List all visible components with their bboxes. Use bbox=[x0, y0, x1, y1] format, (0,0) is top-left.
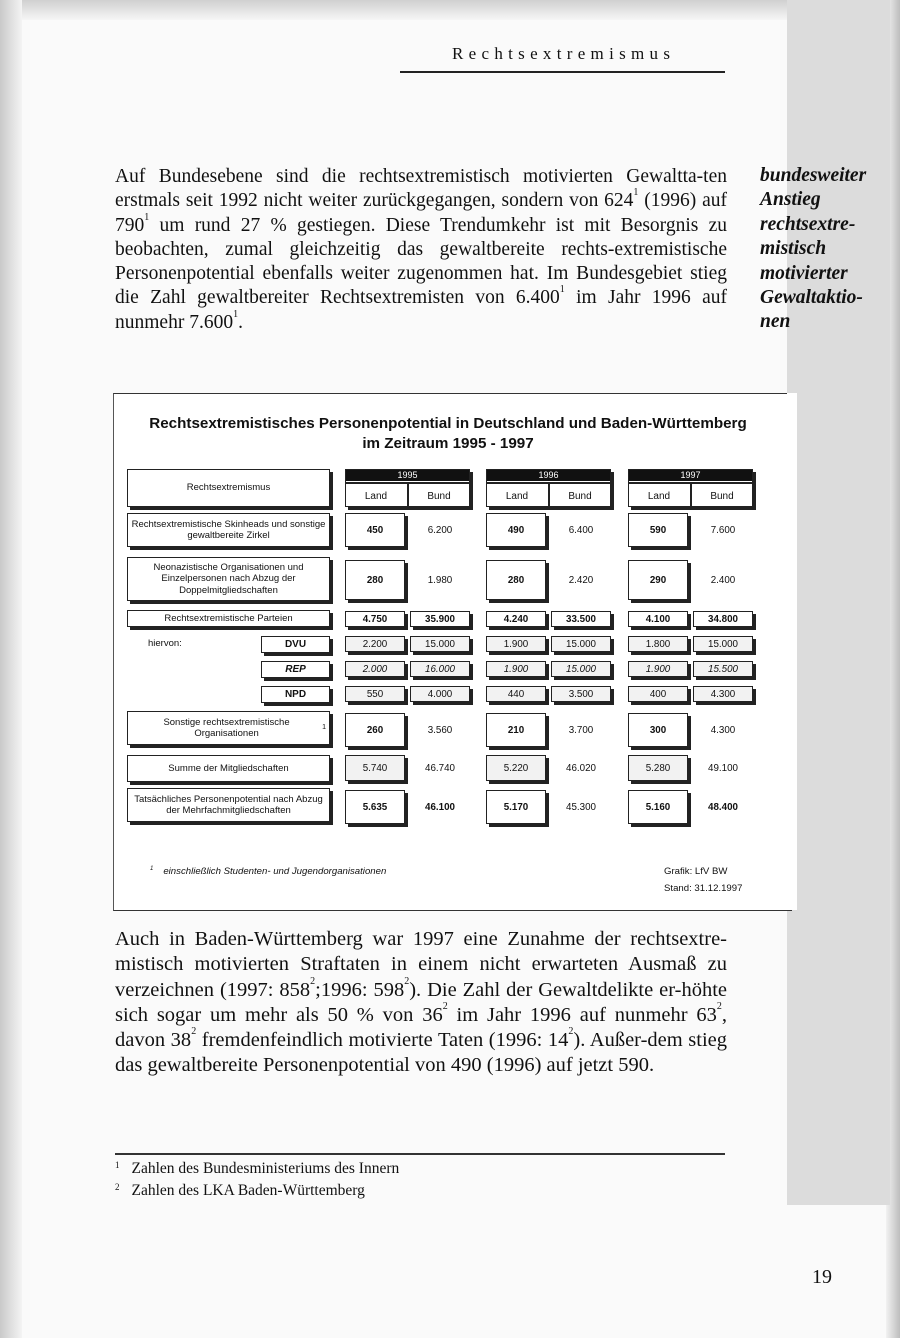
row-label-sonstige bbox=[131, 711, 326, 745]
value-cell: 15.000 bbox=[425, 638, 455, 650]
party-label-dvu: DVU bbox=[284, 638, 307, 650]
year-divider bbox=[629, 482, 752, 484]
value-cell: 280 bbox=[366, 574, 384, 586]
value-cell: 1.900 bbox=[645, 663, 671, 675]
chart-frame-edge bbox=[787, 393, 797, 910]
value-cell: 15.000 bbox=[566, 638, 596, 650]
paragraph-intro: Auf Bundesebene sind die rechtsextremistisch motivierten Gewaltta-ten erstmals seit 1992 nicht weiter zurückgegangen, sondern von $624^1$ (1996) auf $790^1$ um rund 27 % gestiegen. Diese Trendumkehr ist mit Besorgnis zu beobachten, zumal gleichzeitig das gewaltbereite rechts-extremistische Personenpotential ebenfalls weiter zugenommen hat. Im Bundesgebiet stieg die Zahl gewaltbereiter Rechtsextremisten von 6.400$^1$ im Jahr 1996 auf nunmehr 7.600$^1$. bbox=[115, 166, 727, 333]
value-cell: 4.300 bbox=[710, 724, 736, 736]
footnote-mark: 2 bbox=[115, 1182, 120, 1192]
value-cell: 450 bbox=[366, 524, 384, 536]
margin-note-line: rechtsextre- bbox=[760, 213, 856, 235]
value-cell: 7.600 bbox=[710, 524, 736, 536]
page-number: 19 bbox=[812, 1266, 832, 1288]
value-cell: 35.900 bbox=[425, 613, 455, 625]
value-cell: 3.700 bbox=[568, 724, 594, 736]
value-cell: 490 bbox=[507, 524, 525, 536]
col-bund-label: Bund bbox=[427, 490, 451, 502]
value-cell: 15.000 bbox=[708, 638, 738, 650]
row-label-neonazi: Neonazistische Organisationen und Einzelpersonen nach Abzug der Doppelmitgliedschaften bbox=[153, 561, 304, 596]
header-rule bbox=[400, 71, 725, 73]
value-cell: 1.900 bbox=[503, 638, 529, 650]
value-cell: 5.635 bbox=[362, 801, 388, 813]
party-label-npd: NPD bbox=[284, 688, 307, 700]
value-cell: 5.160 bbox=[645, 801, 671, 813]
value-cell: 4.750 bbox=[362, 613, 388, 625]
value-cell: 4.000 bbox=[427, 688, 453, 700]
hiervon-label: hiervon: bbox=[148, 638, 182, 650]
value-cell: 2.420 bbox=[568, 574, 594, 586]
header-label: Rechtsextremismus bbox=[186, 482, 271, 494]
page-top-edge bbox=[0, 0, 900, 20]
year-divider bbox=[487, 482, 610, 484]
chart-footnote bbox=[150, 866, 386, 877]
year-divider bbox=[690, 482, 692, 506]
value-cell: 4.300 bbox=[710, 688, 736, 700]
value-cell: 1.800 bbox=[645, 638, 671, 650]
margin-note-line: Gewaltaktio- bbox=[760, 287, 863, 309]
year-label: 1997 bbox=[629, 470, 752, 481]
year-divider bbox=[407, 482, 409, 506]
value-cell: 210 bbox=[507, 724, 525, 736]
chart-date: Stand: 31.12.1997 bbox=[664, 883, 743, 894]
value-cell: 16.000 bbox=[425, 663, 455, 675]
value-cell: 440 bbox=[507, 688, 525, 700]
row-label-sup: 1 bbox=[322, 724, 326, 732]
margin-note-line: Anstieg bbox=[760, 189, 821, 211]
chart-title-line1: Rechtsextremistisches Personenpotential in Deutschland und Baden-Württemberg bbox=[149, 415, 747, 432]
value-cell: 48.400 bbox=[708, 801, 738, 813]
margin-note-line: mistisch bbox=[760, 238, 827, 260]
margin-note bbox=[760, 164, 900, 335]
paragraph-bw: Auch in Baden-Württemberg war 1997 eine Zunahme der rechtsextre-mistisch motivierten Straftaten in einem nicht erwarteten Ausmaß zu verzeichnen (1997: $858^2;1996$: $598^2$). Die Zahl der Gewaltdelikte er-höhte sich sogar um mehr als 50 % von $36^2$ im Jahr 1996 auf nunmehr $63^2$, davon $38^2$ fremdenfeindlich motivierte Taten (1996: $14^2$). Außer-dem stieg das gewaltbereite Personenpotential von 490 (1996) auf jetzt 590. bbox=[115, 928, 728, 1077]
party-label-rep: REP bbox=[285, 663, 306, 675]
value-cell: 2.400 bbox=[710, 574, 736, 586]
footnote-text: Zahlen des LKA Baden-Württemberg bbox=[131, 1182, 365, 1199]
row-label-parteien: Rechtsextremistische Parteien bbox=[164, 612, 293, 624]
value-cell: 34.800 bbox=[708, 613, 738, 625]
value-cell: 4.240 bbox=[503, 613, 529, 625]
value-cell: 4.100 bbox=[645, 613, 671, 625]
value-cell: 550 bbox=[366, 688, 384, 700]
chart-title bbox=[113, 414, 783, 454]
chart-footnote-text: einschließlich Studenten- und Jugendorganisationen bbox=[163, 866, 387, 878]
value-cell: 46.740 bbox=[425, 762, 455, 774]
col-land-label: Land bbox=[647, 490, 671, 502]
chart-title-line2: im Zeitraum 1995 - 1997 bbox=[362, 435, 534, 452]
value-cell: 6.400 bbox=[568, 524, 594, 536]
footnote-1 bbox=[115, 1160, 399, 1178]
margin-note-line: nen bbox=[760, 311, 791, 333]
row-label-skinheads: Rechtsextremistische Skinheads und sonstige gewaltbereite Zirkel bbox=[131, 518, 326, 541]
value-cell: 33.500 bbox=[566, 613, 596, 625]
value-cell: 46.020 bbox=[566, 762, 596, 774]
year-divider bbox=[548, 482, 550, 506]
value-cell: 5.280 bbox=[645, 762, 671, 774]
value-cell: 3.560 bbox=[427, 724, 453, 736]
year-label: 1995 bbox=[346, 470, 469, 481]
row-label-tatsaechlich: Tatsächliches Personenpotential nach Abzug der Mehrfachmitgliedschaften bbox=[134, 793, 323, 816]
value-cell: 1.980 bbox=[427, 574, 453, 586]
value-cell: 300 bbox=[649, 724, 667, 736]
value-cell: 46.100 bbox=[425, 801, 455, 813]
col-bund-label: Bund bbox=[710, 490, 734, 502]
value-cell: 45.300 bbox=[566, 801, 596, 813]
footnote-mark: 1 bbox=[115, 1160, 120, 1170]
value-cell: 15.000 bbox=[566, 663, 596, 675]
year-divider bbox=[346, 482, 469, 484]
chart-footnote-mark: 1 bbox=[150, 866, 154, 872]
value-cell: 5.740 bbox=[362, 762, 388, 774]
value-cell: 6.200 bbox=[427, 524, 453, 536]
col-bund-label: Bund bbox=[568, 490, 592, 502]
value-cell: 5.170 bbox=[503, 801, 529, 813]
col-land-label: Land bbox=[505, 490, 529, 502]
running-title: Rechtsextremismus bbox=[452, 44, 676, 63]
year-label: 1996 bbox=[487, 470, 610, 481]
chart-source: Grafik: LfV BW bbox=[664, 866, 728, 877]
row-label-text: Sonstige rechtsextremistische Organisationen bbox=[163, 716, 290, 739]
value-cell: 590 bbox=[649, 524, 667, 536]
value-cell: 260 bbox=[366, 724, 384, 736]
footnote-text: Zahlen des Bundesministeriums des Innern bbox=[131, 1160, 400, 1177]
margin-note-line: motivierter bbox=[760, 262, 848, 284]
value-cell: 280 bbox=[507, 574, 525, 586]
row-label-summe: Summe der Mitgliedschaften bbox=[168, 762, 289, 774]
footnote-rule bbox=[115, 1153, 725, 1155]
value-cell: 15.500 bbox=[708, 663, 738, 675]
value-cell: 400 bbox=[649, 688, 667, 700]
footnote-2 bbox=[115, 1182, 365, 1200]
value-cell: 1.900 bbox=[503, 663, 529, 675]
value-cell: 49.100 bbox=[708, 762, 738, 774]
value-cell: 290 bbox=[649, 574, 667, 586]
col-land-label: Land bbox=[364, 490, 388, 502]
value-cell: 2.000 bbox=[362, 663, 388, 675]
value-cell: 3.500 bbox=[568, 688, 594, 700]
page-left-edge bbox=[0, 0, 22, 1338]
value-cell: 2.200 bbox=[362, 638, 388, 650]
value-cell: 5.220 bbox=[503, 762, 529, 774]
margin-note-line: bundesweiter bbox=[760, 165, 867, 186]
